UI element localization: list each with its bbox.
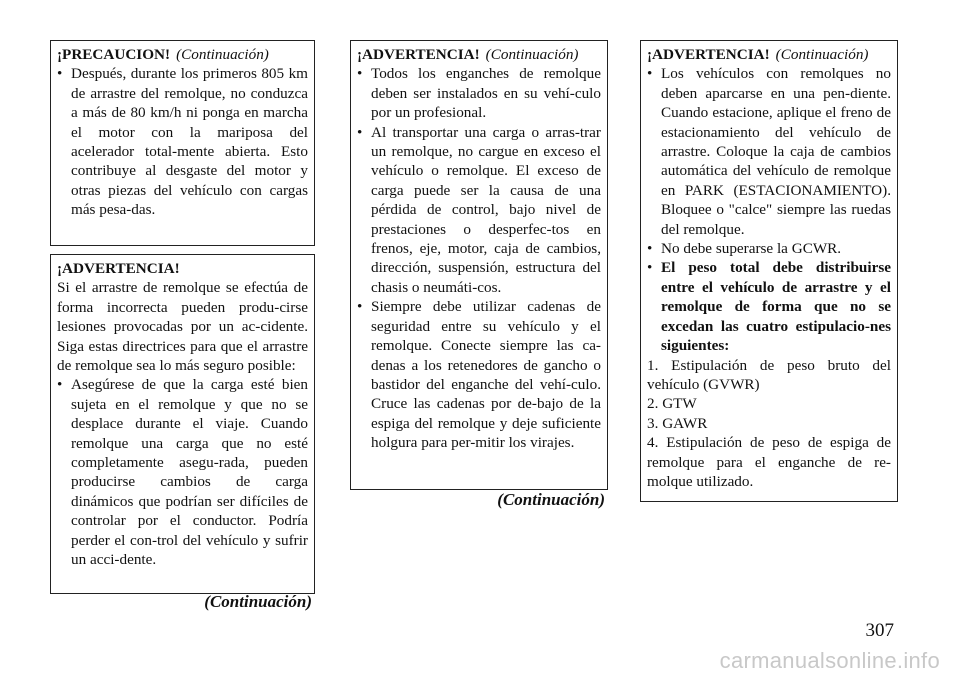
warning-box-final — [640, 40, 898, 502]
warning-intro: Si el arrastre de remolque se efectúa de forma incorrecta pueden produ-cirse lesiones provocadas por un ac-cidente. Siga estas directrices para que el arrastre de remolque sea lo más seguro posible: — [57, 279, 308, 375]
warning-box — [50, 254, 315, 594]
heading-continued: (Continuación) — [176, 46, 269, 63]
warning-box-continued — [350, 40, 608, 490]
page-number: 307 — [865, 620, 894, 641]
list-item: • Los vehículos con remolques no deben aparcarse en una pen-diente. Cuando estacione, aplique el freno de estacionamiento del vehículo de arrastre. Coloque la caja de cambios automática del vehículo de remolque en PARK (ESTACIONAMIENTO). Bloquee o "calce" siempre las ruedas del remolque. — [647, 64, 891, 239]
numbered-item: 2. GTW — [647, 395, 697, 413]
heading-continued: (Continuación) — [775, 46, 869, 63]
list-item: • Todos los enganches de remolque deben ser instalados en su vehí-culo por un profesional. — [357, 64, 601, 122]
bullet-list — [647, 64, 891, 355]
list-item: • Asegúrese de que la carga esté bien sujeta en el remolque y que no se desplace durante el viaje. Cuando remolque una carga que no esté completamente asegu-rada, pueden producirse cambios de carga dinámicos que podrían ser difíciles de controlar por el conductor. Podría perder el con-trol del vehículo y sufrir un acci-dente. — [57, 375, 308, 569]
list-item: • Al transportar una carga o arras-trar un remolque, no cargue en exceso el vehículo o remolque. El exceso de carga puede ser la causa de una pérdida de control, bajo nivel de prestaciones o desperfec-tos en frenos, eje, motor, caja de cambios, dirección, suspensión, estructura del chasis o neumáti-cos. — [357, 123, 601, 298]
warning-heading — [647, 45, 891, 64]
list-item: • No debe superarse la GCWR. — [647, 239, 891, 258]
list-item: • Siempre debe utilizar cadenas de seguridad entre su vehículo y el remolque. Conecte siempre las ca-denas a los retenedores de gancho o bastidor del enganche del vehí-culo. Cruce las cadenas por de-bajo de la espiga del remolque y deje suficiente holgura para per-mitir los virajes. — [357, 297, 601, 452]
list-item: • Después, durante los primeros 805 km de arrastre del remolque, no conduzca a más de 80 km/h ni ponga en marcha el motor con la mariposa del acelerador total-mente abierta. Esto contribuye al desgaste del motor y otras piezas del vehículo con cargas más pesa-das. — [57, 64, 308, 219]
numbered-item: 4. Estipulación de peso de espiga de remolque para el enganche de re-molque utilizado. — [647, 434, 891, 490]
heading-text: ¡PRECAUCION! — [57, 46, 171, 63]
watermark: carmanualsonline.info — [719, 648, 940, 673]
heading-text: ¡ADVERTENCIA! — [357, 46, 480, 63]
warning-heading — [357, 45, 601, 64]
bullet-list — [57, 375, 308, 569]
continued-label: (Continuación) — [497, 490, 605, 509]
precaution-box — [50, 40, 315, 246]
warning-heading: ¡ADVERTENCIA! — [57, 260, 180, 277]
precaution-heading — [57, 45, 308, 64]
numbered-item: 3. GAWR — [647, 414, 708, 432]
numbered-item: 1. Estipulación de peso bruto del vehículo (GVWR) — [647, 356, 891, 393]
bullet-list — [57, 64, 308, 219]
continued-label: (Continuación) — [204, 592, 312, 611]
list-item: • El peso total debe distribuirse entre el vehículo de arrastre y el remolque de forma que no se excedan las cuatro estipulacio-nes siguientes: — [647, 258, 891, 355]
bullet-list — [357, 64, 601, 452]
heading-text: ¡ADVERTENCIA! — [647, 46, 770, 63]
heading-continued: (Continuación) — [485, 46, 579, 63]
